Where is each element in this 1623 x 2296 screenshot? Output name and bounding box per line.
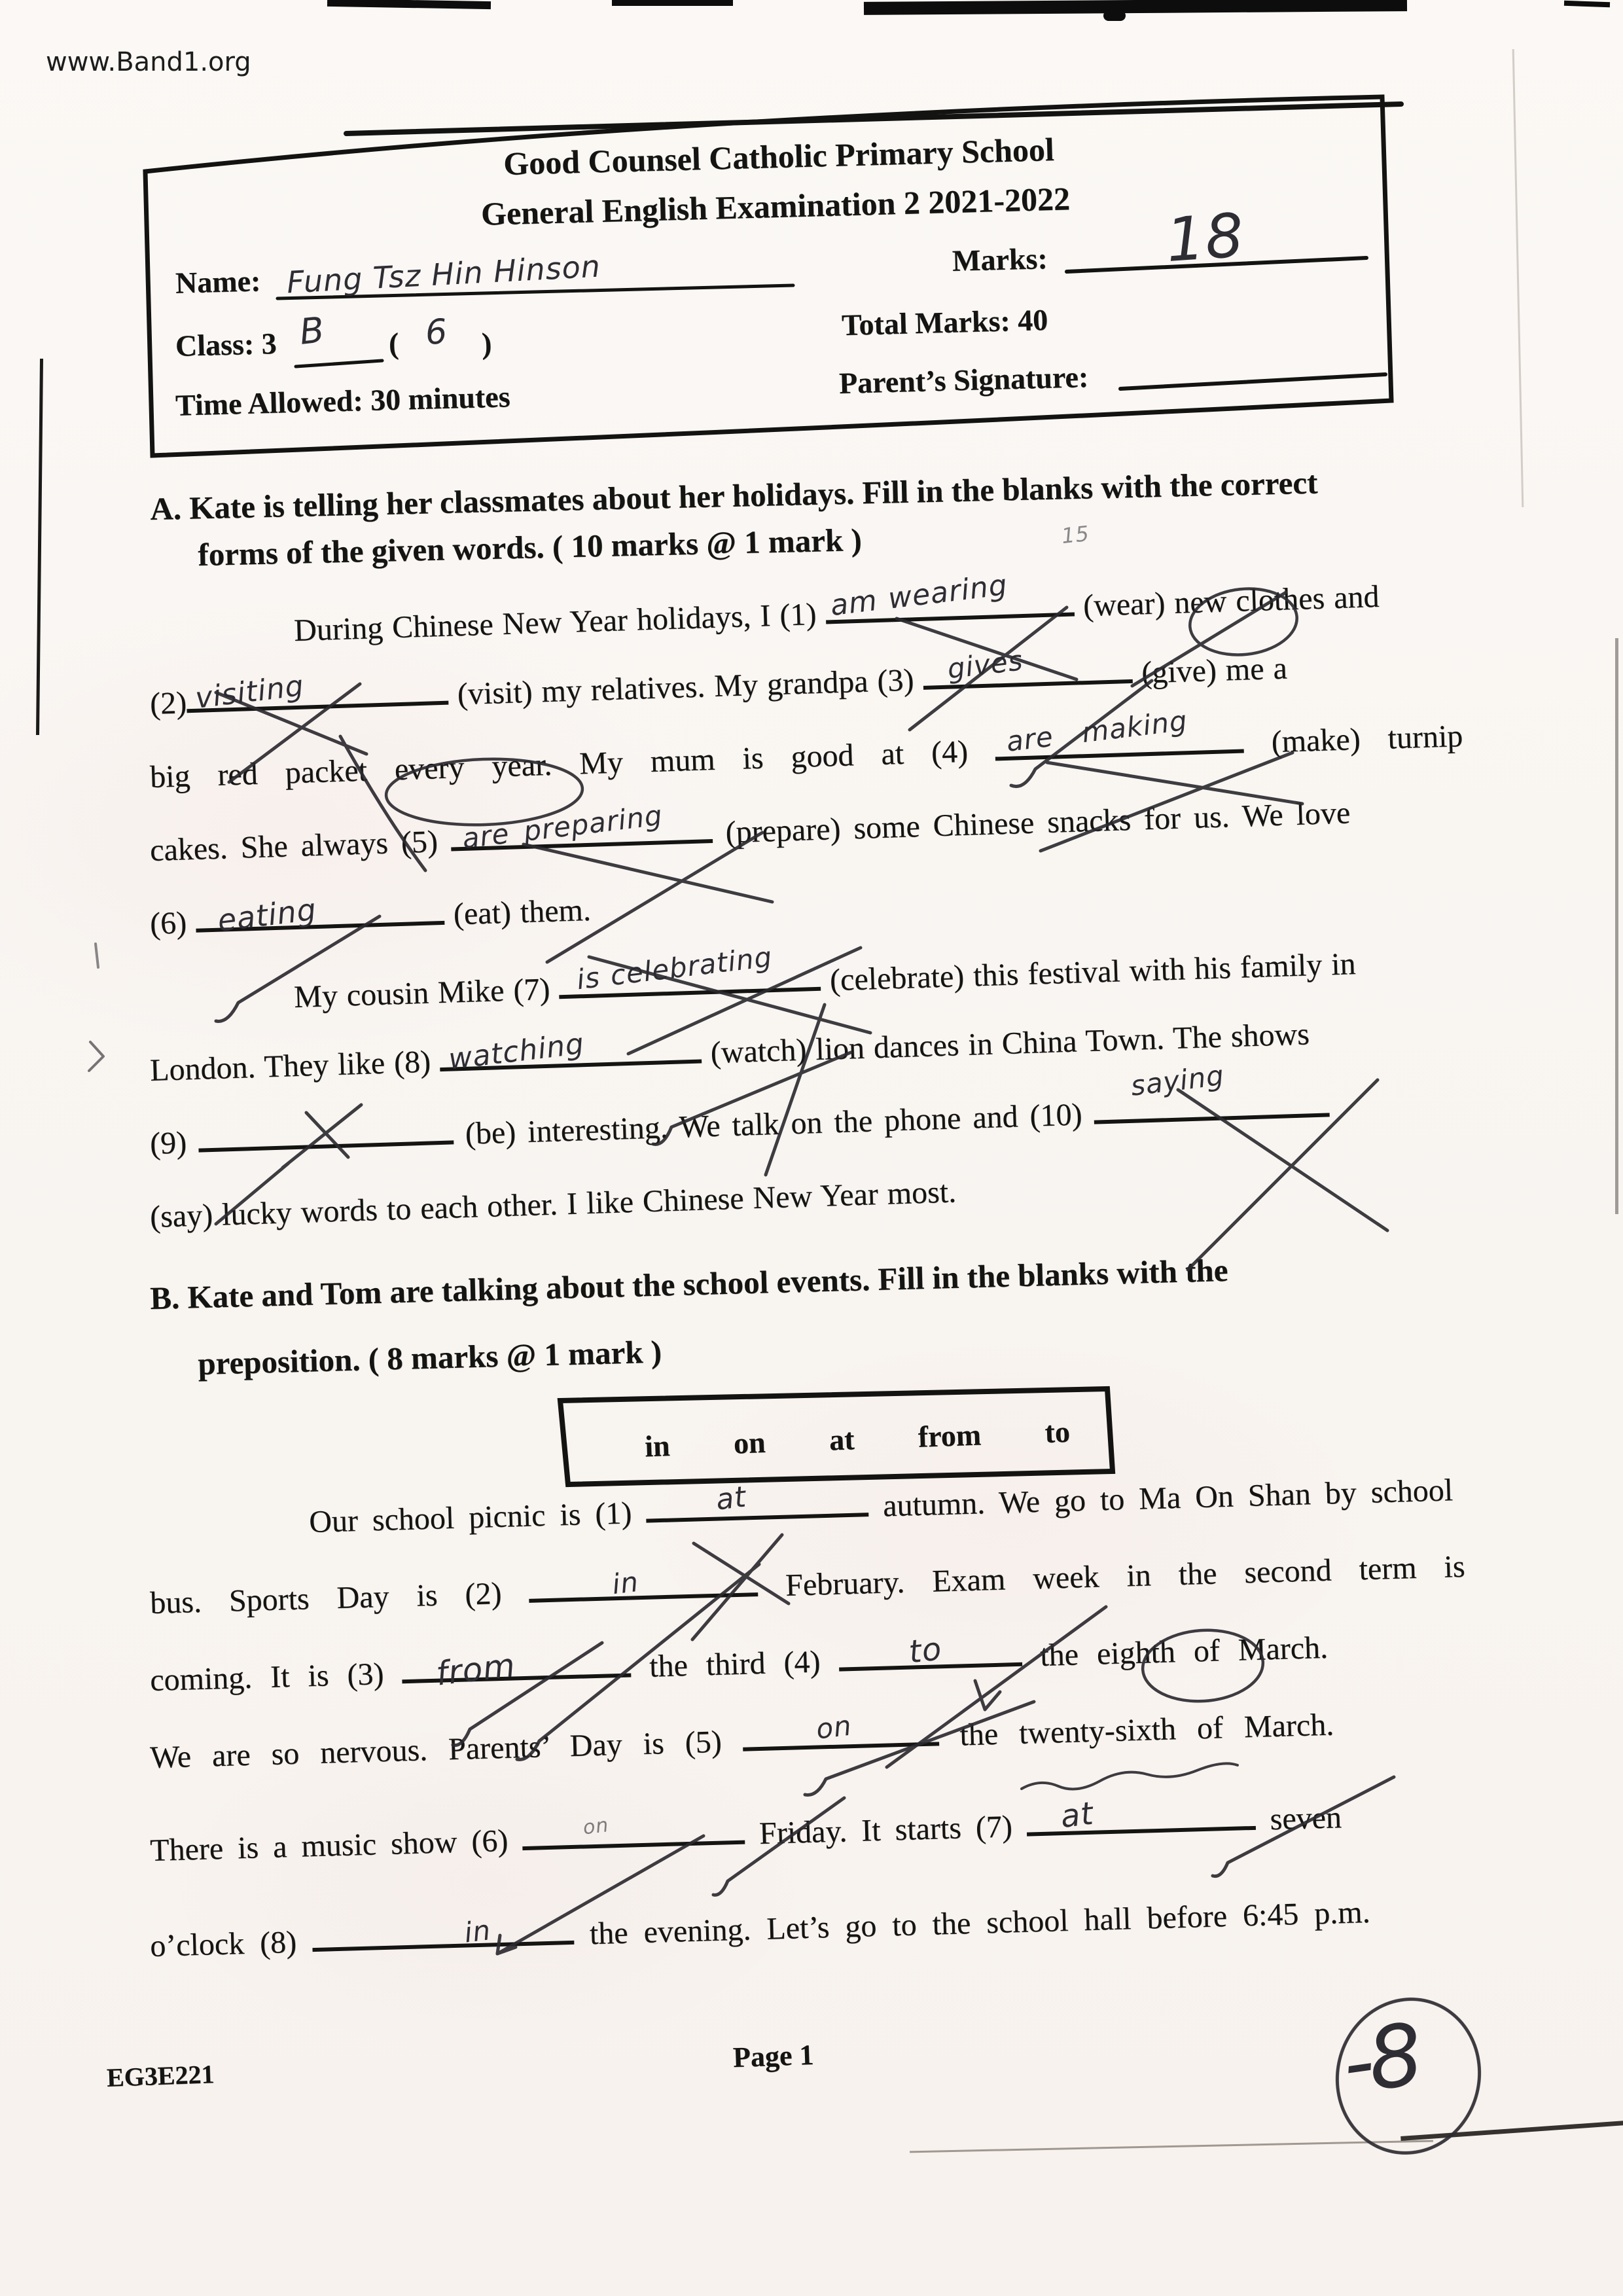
- printed-text: (2): [149, 685, 187, 721]
- top-rule: [346, 104, 1401, 134]
- answer-blank-a1: [825, 568, 1074, 624]
- printed-text: (watch) lion dances in China Town. The shows: [700, 1016, 1310, 1071]
- answer-blank-a5: [451, 798, 713, 855]
- passage-a-line-1: [293, 568, 1380, 648]
- watermark: www.Band1.org: [46, 47, 251, 77]
- printed-text: (give) me a: [1132, 651, 1288, 691]
- scan-artifact-top-5: [1564, 1, 1610, 7]
- passage-a-line-6: [293, 941, 1357, 1014]
- total-marks-label: Total Marks: 40: [841, 302, 1048, 342]
- printed-text: (9): [149, 1124, 199, 1161]
- answer-blank-b5: [743, 1709, 939, 1751]
- printed-text: (eat) them.: [444, 892, 592, 932]
- scan-artifact-top-1: [327, 0, 491, 9]
- printed-text: coming. It is (3): [149, 1656, 403, 1698]
- handwritten-answer-b2: in: [611, 1565, 641, 1601]
- printed-text: There is a music show (6): [149, 1823, 523, 1868]
- answer-blank-a8: [440, 1027, 702, 1077]
- printed-text: (be) interesting. We talk on the phone and (10): [453, 1096, 1095, 1152]
- marks-label: Marks:: [952, 242, 1048, 278]
- handwritten-answer-b7: at: [1058, 1795, 1096, 1836]
- handwritten-answer-b5: on: [814, 1709, 853, 1746]
- answer-blank-a7: [559, 941, 821, 999]
- word-bank-item: on: [733, 1425, 766, 1460]
- page-number: Page 1: [732, 2038, 815, 2074]
- handwritten-answer-a7: is celebrating: [575, 941, 774, 996]
- score-handwritten: -8: [1336, 2004, 1424, 2114]
- word-bank-item: to: [1044, 1414, 1071, 1449]
- printed-text: bus. Sports Day is (2): [149, 1575, 530, 1621]
- squiggle-under-twenty-sixth: [1022, 1763, 1238, 1789]
- printed-text: (celebrate) this festival with his family in: [820, 946, 1357, 998]
- printed-text: autumn. We go to Ma On Shan by school: [868, 1473, 1454, 1524]
- student-name-handwritten: Fung Tsz Hin Hinson: [285, 248, 602, 300]
- passage-a-line-2: [149, 644, 1288, 721]
- class-underline: [296, 361, 382, 367]
- answer-blank-a6: [196, 891, 444, 939]
- printed-text: cakes. She always (5): [149, 823, 452, 868]
- handwritten-answer-a6: eating: [215, 891, 319, 939]
- answer-blank-b2: [529, 1565, 758, 1603]
- scan-artifact-right-sliver: [1615, 638, 1618, 1214]
- passage-a-line-9: [149, 1175, 956, 1234]
- handwritten-answer-b4: to: [906, 1630, 944, 1671]
- answer-blank-b8: [312, 1914, 574, 1952]
- passage-a-line-5: [149, 893, 591, 941]
- passage-b-line-5: [149, 1795, 1342, 1868]
- class-paren-open: (: [388, 326, 399, 361]
- passage-b-line-2: [150, 1550, 1466, 1621]
- printed-text: big red packet every year. My mum is good at (4): [149, 733, 996, 795]
- printed-text: the evening. Let’s go to the school hall before 6:45 p.m.: [573, 1894, 1371, 1952]
- printed-text: (6): [149, 905, 196, 941]
- printed-text: the eighth of March.: [1021, 1630, 1329, 1674]
- section-a-heading-2: forms of the given words. ( 10 marks @ 1 mark ): [197, 521, 863, 573]
- passage-b-line-1: [309, 1473, 1454, 1539]
- margin-note-handwritten: 15: [1060, 520, 1091, 549]
- exam-title: General English Examination 2 2021-2022: [480, 180, 1071, 232]
- scan-artifact-bottom-streak-1: [910, 2140, 1433, 2153]
- class-label: Class: 3: [175, 326, 277, 363]
- printed-text: (make) turnip: [1243, 718, 1463, 761]
- section-b-heading-1: B. Kate and Tom are talking about the school events. Fill in the blanks with the: [149, 1251, 1229, 1316]
- printed-text: Friday. It starts (7): [744, 1808, 1027, 1852]
- paper-code: EG3E221: [106, 2059, 215, 2092]
- answer-blank-b1: [646, 1480, 868, 1522]
- printed-text: o’clock (8): [149, 1924, 313, 1964]
- passage-a-line-3: [149, 704, 1463, 795]
- left-margin-marks: [89, 944, 103, 1071]
- word-bank-item: from: [917, 1418, 982, 1454]
- printed-text: (wear) new clothes and: [1073, 579, 1380, 624]
- passage-b-line-4: [150, 1708, 1334, 1774]
- handwritten-answer-b8: in: [462, 1914, 493, 1949]
- answer-blank-b6: [522, 1814, 745, 1850]
- answer-blank-b4: [838, 1630, 1022, 1672]
- handwritten-answer-a1: am wearing: [828, 568, 1009, 623]
- passage-a-line-4: [149, 796, 1351, 867]
- passage-b-line-3: [150, 1631, 1329, 1698]
- printed-text: (visit) my relatives. My grandpa (3): [448, 662, 924, 712]
- printed-text: My cousin Mike (7): [293, 971, 560, 1014]
- handwritten-answer-b1: at: [714, 1480, 749, 1517]
- answer-blank-a4: [995, 704, 1244, 761]
- answer-blank-b3: [402, 1646, 631, 1693]
- answer-blank-a2: [187, 669, 448, 715]
- printed-text: February. Exam week in the second term is: [757, 1549, 1466, 1604]
- printed-text: We are so nervous. Parents’ Day is (5): [149, 1723, 743, 1775]
- time-allowed-label: Time Allowed: 30 minutes: [175, 380, 511, 422]
- printed-text: (prepare) some Chinese snacks for us. We love: [711, 795, 1351, 850]
- printed-text: London. They like (8): [149, 1044, 440, 1088]
- class-letter-handwritten: B: [297, 309, 327, 353]
- name-label: Name:: [175, 264, 261, 300]
- passage-b-line-6: [150, 1895, 1371, 1964]
- word-bank-item: at: [829, 1422, 855, 1457]
- handwritten-answer-a3: gives: [945, 644, 1025, 685]
- answer-blank-a10: [1094, 1059, 1329, 1124]
- signature-label: Parent’s Signature:: [838, 360, 1089, 400]
- scan-artifact-top-2: [612, 0, 733, 6]
- printed-text: the third (4): [630, 1643, 840, 1685]
- handwritten-answer-a2: visiting: [193, 669, 306, 715]
- answer-blank-a9: [198, 1134, 454, 1152]
- class-number-handwritten: 6: [423, 312, 450, 353]
- handwritten-answer-a5: are preparing: [460, 798, 664, 855]
- printed-text: During Chinese New Year holidays, I (1): [293, 596, 827, 648]
- printed-text: (say) lucky words to each other. I like Chinese New Year most.: [149, 1174, 957, 1234]
- handwritten-answer-b3: from: [434, 1646, 518, 1693]
- section-a-heading-1: A. Kate is telling her classmates about her holidays. Fill in the blanks with the correct: [149, 464, 1318, 527]
- handwritten-answer-a4: are making: [1005, 704, 1190, 758]
- printed-text: seven: [1255, 1800, 1342, 1837]
- handwritten-answer-b6: on: [582, 1814, 611, 1840]
- scan-artifact-paper-edge: [1512, 49, 1524, 507]
- signature-underline: [1120, 374, 1385, 389]
- answer-blank-b7: [1027, 1795, 1256, 1837]
- scan-artifact-top-4: [1103, 10, 1126, 21]
- printed-text: Our school picnic is (1): [308, 1495, 647, 1539]
- section-b-heading-2: preposition. ( 8 marks @ 1 mark ): [197, 1333, 662, 1382]
- answer-blank-a3: [923, 644, 1132, 690]
- scan-artifact-bottom-streak-2: [1400, 2121, 1623, 2141]
- handwritten-answer-a10: saying: [1129, 1059, 1226, 1102]
- printed-text: the twenty-sixth of March.: [938, 1707, 1334, 1753]
- word-bank-item: in: [644, 1429, 671, 1463]
- marks-value-handwritten: 18: [1164, 200, 1247, 276]
- scan-artifact-top-3: [864, 0, 1407, 15]
- handwritten-answer-a8: watching: [446, 1027, 586, 1077]
- scan-artifact-left-line: [36, 359, 43, 735]
- school-name: Good Counsel Catholic Primary School: [503, 130, 1055, 183]
- class-paren-close: ): [481, 326, 492, 361]
- word-bank: [644, 1414, 1070, 1464]
